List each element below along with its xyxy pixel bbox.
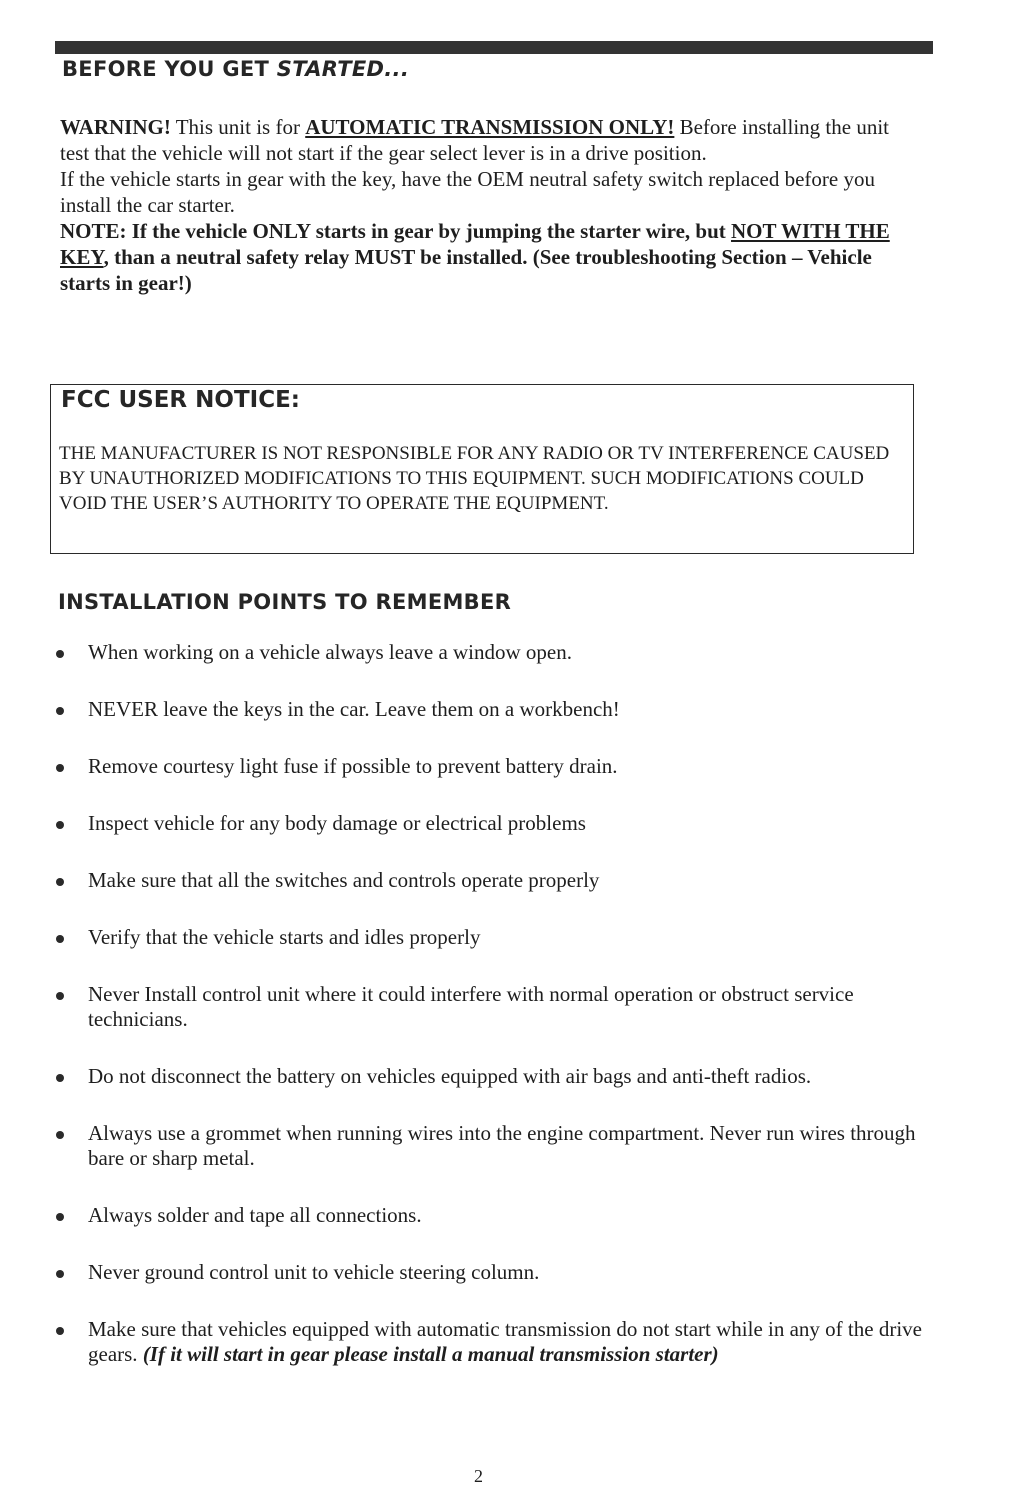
list-item-text: Make sure that all the switches and controls operate properly	[88, 868, 600, 892]
list-item-emphasis: (If it will start in gear please install a manual transmission starter)	[142, 1342, 719, 1366]
list-item-text: Remove courtesy light fuse if possible to prevent battery drain.	[88, 754, 618, 778]
warning-label: WARNING!	[60, 115, 171, 139]
list-item	[52, 754, 932, 779]
warning-block	[60, 114, 900, 296]
fcc-body: THE MANUFACTURER IS NOT RESPONSIBLE FOR ANY RADIO OR TV INTERFERENCE CAUSED BY UNAUTHORIZED MODIFICATIONS TO THIS EQUIPMENT. SUCH MODIFICATIONS COULD VOID THE USER’S AUTHORITY TO OPERATE THE EQUIPMENT.	[59, 443, 890, 514]
list-item-text: Never Install control unit where it could interfere with normal operation or obstruct service technicians.	[88, 982, 854, 1031]
list-item-text: Inspect vehicle for any body damage or electrical problems	[88, 811, 586, 835]
warning-note	[60, 218, 900, 296]
heading-part-2: STARTED...	[276, 57, 410, 81]
bullet-icon	[56, 707, 64, 715]
list-item-text: NEVER leave the keys in the car. Leave them on a workbench!	[88, 697, 620, 721]
page-number: 2	[474, 1466, 483, 1486]
list-item	[52, 1260, 932, 1285]
list-item	[52, 982, 932, 1032]
list-item-text: Verify that the vehicle starts and idles properly	[88, 925, 481, 949]
list-item-text: Make sure that vehicles equipped with automatic transmission do not start while in any of the drive gears.	[88, 1317, 922, 1366]
list-item	[52, 1064, 932, 1089]
list-item	[52, 868, 932, 893]
bullet-icon	[56, 764, 64, 772]
heading-part-1: BEFORE YOU GET	[62, 57, 277, 81]
warning-rest: Before installing the unit test that the vehicle will not start if the gear select lever is in a drive position.	[60, 115, 889, 165]
list-item-text: When working on a vehicle always leave a window open.	[88, 640, 573, 664]
top-rule	[55, 41, 933, 54]
list-item-text: Never ground control unit to vehicle steering column.	[88, 1260, 540, 1284]
bullet-icon	[56, 1131, 64, 1139]
warning-emphasis: AUTOMATIC TRANSMISSION ONLY!	[305, 115, 675, 139]
bullet-icon	[56, 1270, 64, 1278]
list-item-text: Do not disconnect the battery on vehicles equipped with air bags and anti-theft radios.	[88, 1064, 812, 1088]
list-item	[52, 811, 932, 836]
bullet-icon	[56, 821, 64, 829]
list-item	[52, 1203, 932, 1228]
note-part-a: NOTE: If the vehicle ONLY starts in gear by jumping the starter wire, but	[60, 219, 732, 243]
bullet-icon	[56, 1074, 64, 1082]
list-item-text: Always solder and tape all connections.	[88, 1203, 422, 1227]
note-not-with-key: NOT WITH THE KEY	[60, 219, 890, 269]
list-item	[52, 640, 932, 665]
bullet-icon	[56, 992, 64, 1000]
bullet-icon	[56, 878, 64, 886]
list-item	[52, 1121, 932, 1171]
installation-points-heading: INSTALLATION POINTS TO REMEMBER	[58, 590, 512, 614]
bullet-icon	[56, 935, 64, 943]
list-item	[52, 1317, 932, 1367]
warning-line-2: If the vehicle starts in gear with the key, have the OEM neutral safety switch replaced before you install the car starter.	[60, 167, 875, 217]
list-item-text: Always use a grommet when running wires into the engine compartment. Never run wires through bare or sharp metal.	[88, 1121, 916, 1170]
fcc-title: FCC USER NOTICE:	[61, 387, 300, 413]
bullet-icon	[56, 650, 64, 658]
list-item	[52, 697, 932, 722]
fcc-notice-box	[50, 384, 914, 554]
warning-paragraph	[60, 114, 900, 166]
note-part-b: , than a neutral safety relay MUST be installed. (See troubleshooting Section – Vehicle starts in gear!)	[60, 245, 872, 295]
list-item	[52, 925, 932, 950]
before-you-get-started-heading	[62, 57, 409, 81]
installation-points-list	[52, 640, 932, 1399]
bullet-icon	[56, 1213, 64, 1221]
warning-intro: This unit is for	[170, 115, 306, 139]
bullet-icon	[56, 1327, 64, 1335]
